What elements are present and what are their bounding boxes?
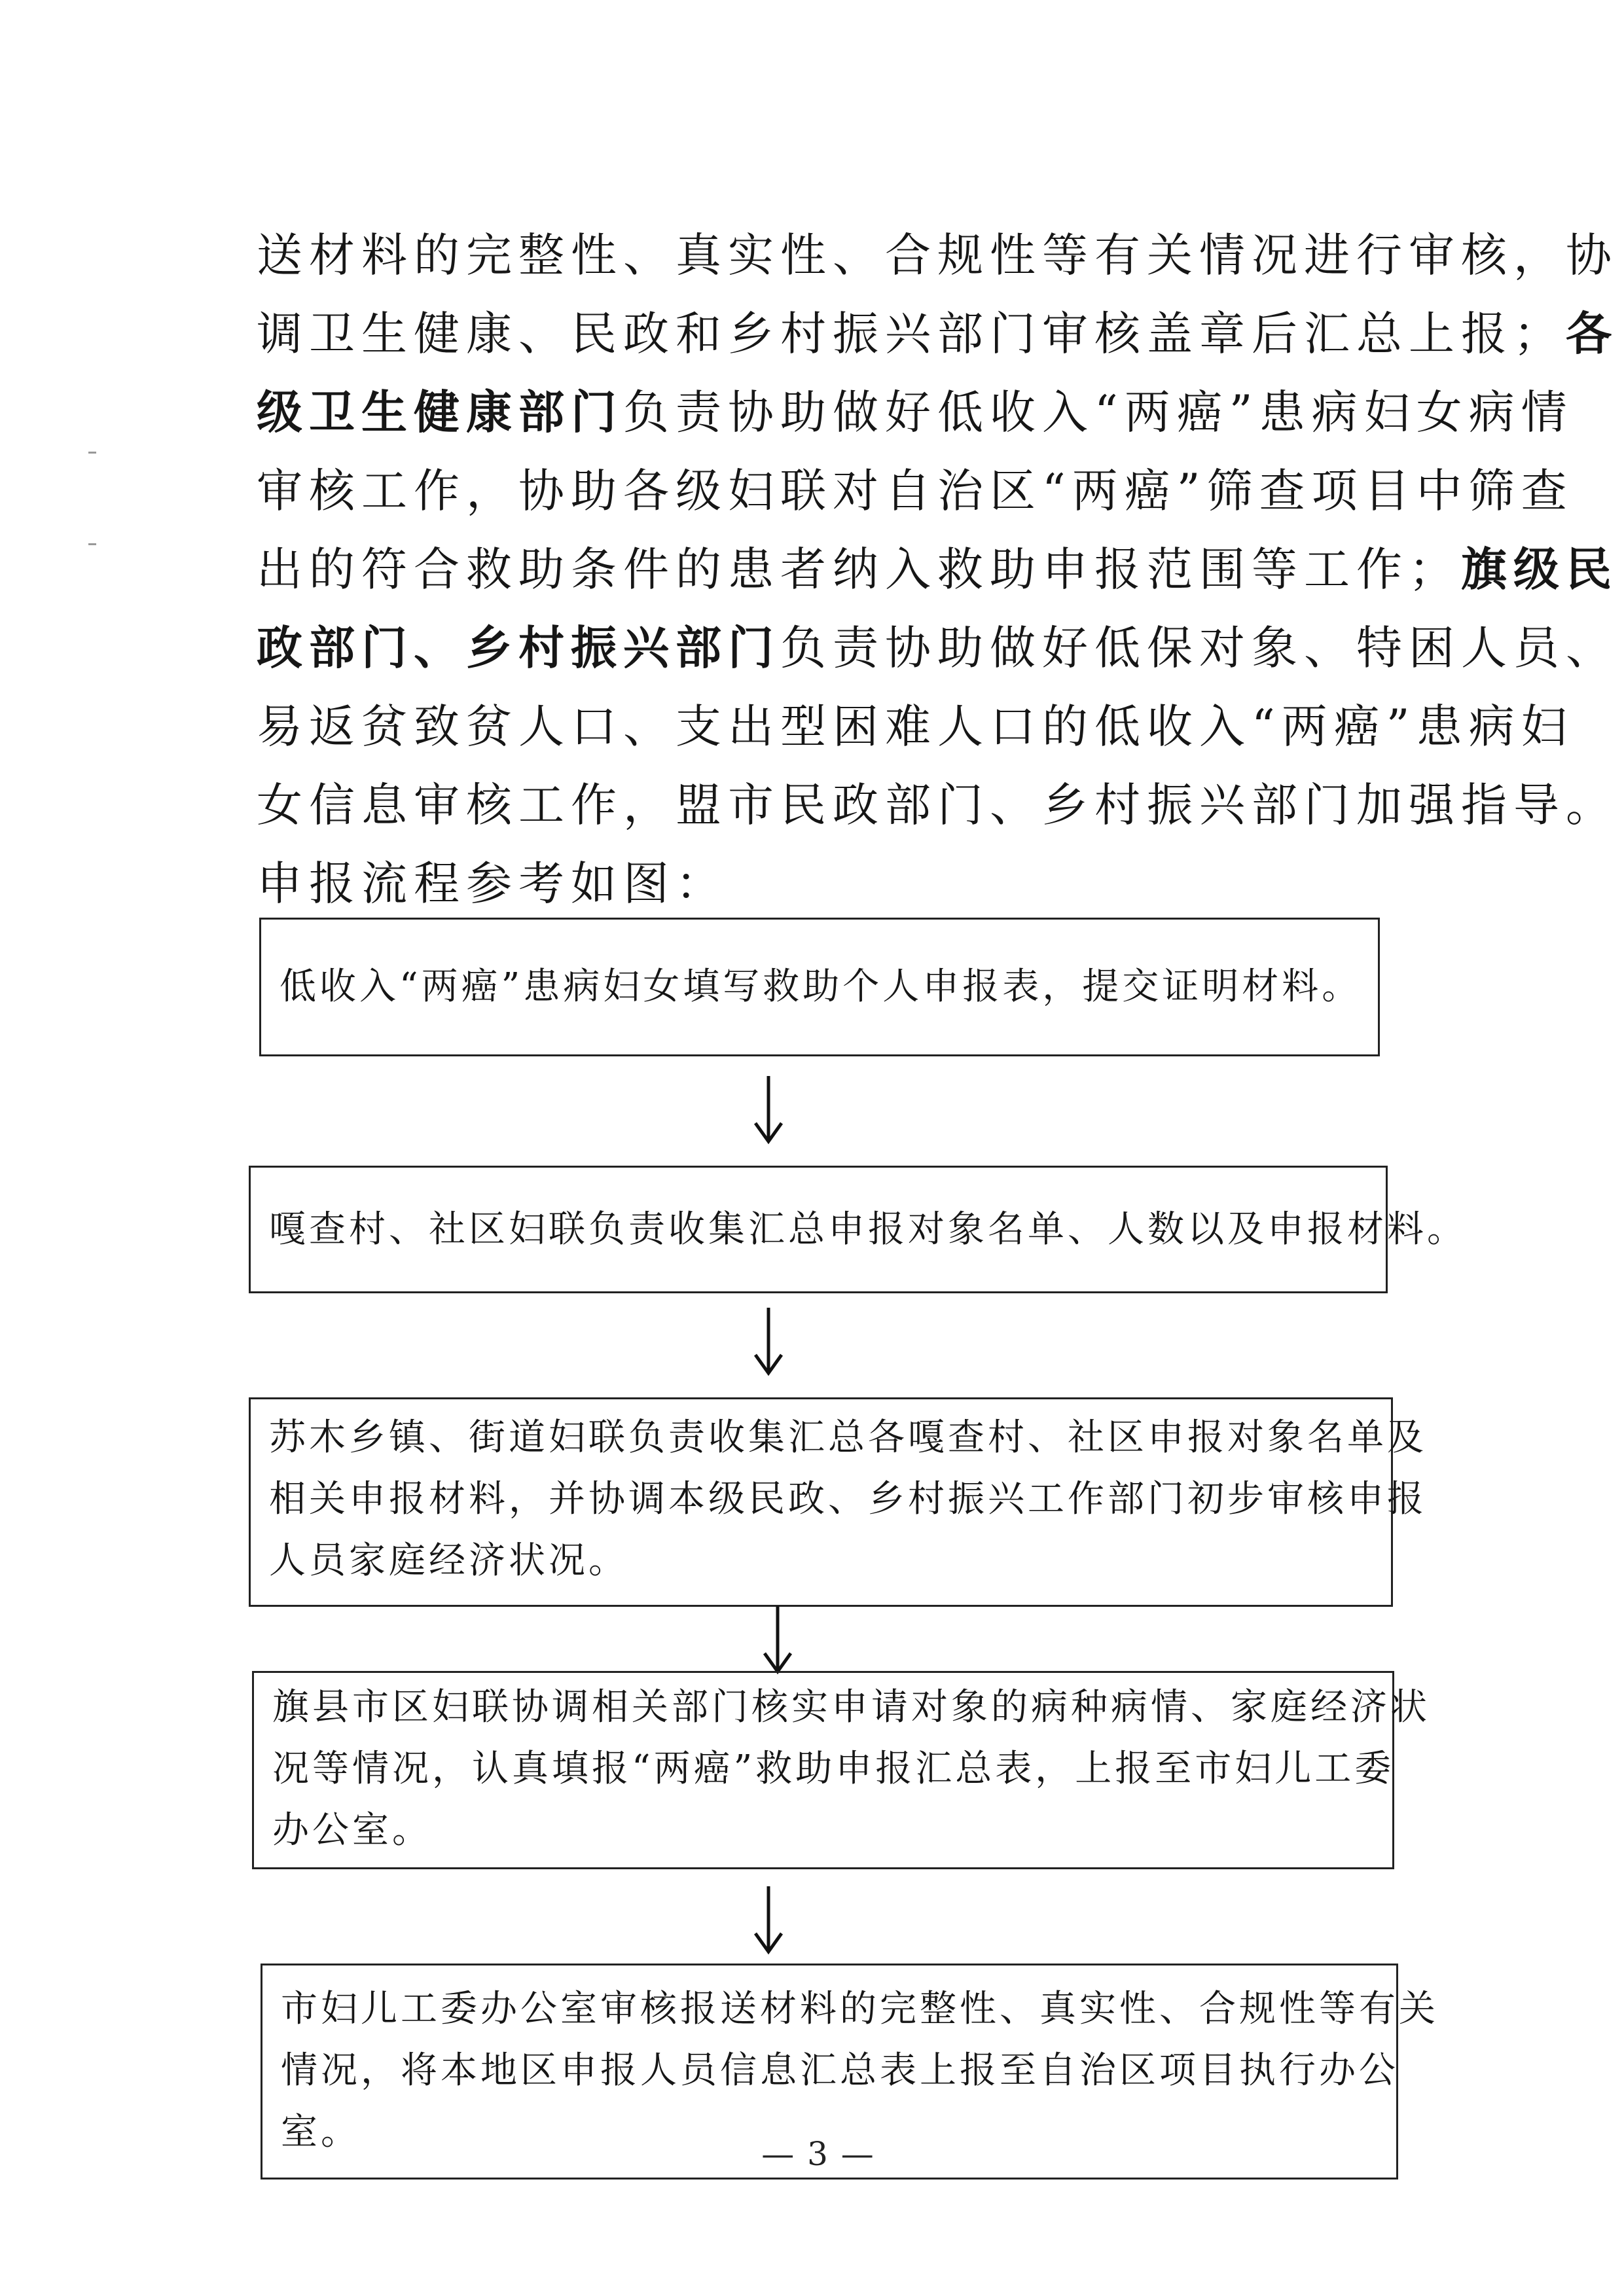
page-number: — 3 — xyxy=(761,2135,875,2173)
down-arrow-icon xyxy=(749,1073,788,1145)
flow-step-text: 情况，将本地区申报人员信息汇总表上报至自治区项目执行办公 xyxy=(281,2049,1399,2092)
body-line: 易返贫致贫人口、支出型困难人口的低收入“两癌”患病妇 xyxy=(257,700,1574,753)
flow-step-4 xyxy=(252,1671,1430,1869)
flow-step-text: 旗县市区妇联协调相关部门核实申请对象的病种病情、家庭经济状 xyxy=(272,1686,1430,1729)
body-line: 女信息审核工作，盟市民政部门、乡村振兴部门加强指导。 xyxy=(257,778,1618,832)
scan-mark xyxy=(88,452,96,454)
bold-term: 各 xyxy=(1566,306,1618,361)
flow-step-3 xyxy=(249,1397,1427,1607)
body-paragraph xyxy=(257,216,1618,923)
flow-step-2 xyxy=(249,1166,1467,1293)
body-line: 调卫生健康、民政和乡村振兴部门审核盖章后汇总上报；各 xyxy=(257,306,1618,361)
body-line: 审核工作，协助各级妇联对自治区“两癌”筛查项目中筛查 xyxy=(257,464,1574,518)
flow-step-text: 苏木乡镇、街道妇联负责收集汇总各嘎查村、社区申报对象名单及 xyxy=(269,1416,1427,1459)
bold-term: 旗级民 xyxy=(1461,542,1618,596)
flow-step-1 xyxy=(259,918,1380,1056)
flow-step-text: 室。 xyxy=(281,2111,361,2153)
bold-term: 级卫生健康部门 xyxy=(257,385,623,439)
flow-step-text: 况等情况，认真填报“两癌”救助申报汇总表，上报至市妇儿工委 xyxy=(272,1748,1395,1790)
body-line: 申报流程参考如图： xyxy=(257,857,728,910)
bold-term: 政部门、乡村振兴部门 xyxy=(257,620,780,675)
flow-step-text: 嘎查村、社区妇联负责收集汇总申报对象名单、人数以及申报材料。 xyxy=(269,1208,1467,1251)
body-line: 级卫生健康部门负责协助做好低收入“两癌”患病妇女病情 xyxy=(257,385,1574,439)
body-line: 送材料的完整性、真实性、合规性等有关情况进行审核，协 xyxy=(257,228,1618,282)
down-arrow-icon xyxy=(749,1884,788,1956)
body-line: 出的符合救助条件的患者纳入救助申报范围等工作；旗级民 xyxy=(257,542,1618,596)
flow-step-text: 相关申报材料，并协调本级民政、乡村振兴工作部门初步审核申报 xyxy=(269,1478,1427,1520)
flow-step-text: 办公室。 xyxy=(272,1809,432,1852)
body-line: 政部门、乡村振兴部门负责协助做好低保对象、特困人员、 xyxy=(257,620,1618,675)
scan-mark xyxy=(88,543,96,545)
flow-step-text: 人员家庭经济状况。 xyxy=(269,1539,628,1582)
down-arrow-icon xyxy=(749,1305,788,1377)
down-arrow-icon xyxy=(758,1604,797,1676)
flow-step-text: 低收入“两癌”患病妇女填写救助个人申报表，提交证明材料。 xyxy=(280,965,1362,1008)
flow-step-text: 市妇儿工委办公室审核报送材料的完整性、真实性、合规性等有关 xyxy=(281,1988,1439,2030)
